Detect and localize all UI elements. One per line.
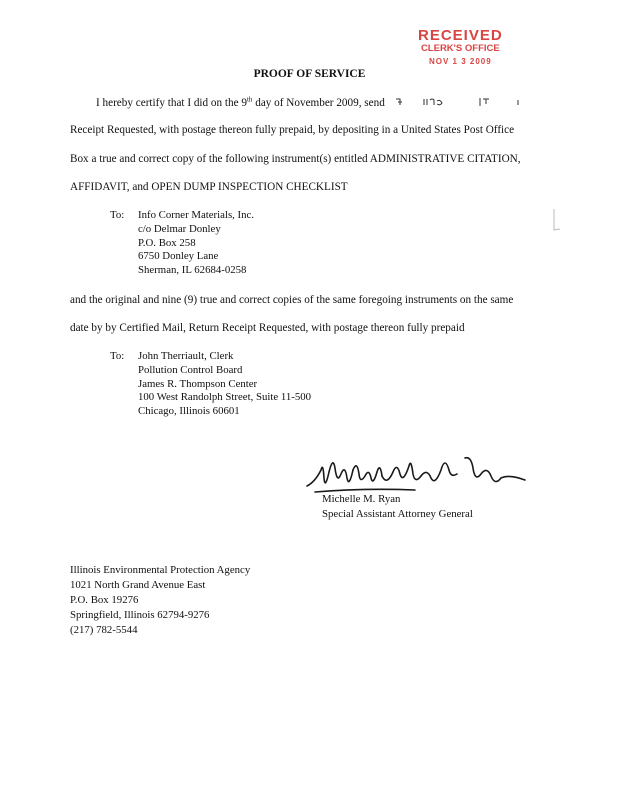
page-title: PROOF OF SERVICE	[253, 68, 366, 80]
para2-line2: date by by Certified Mail, Return Receipt Requested, with postage thereon fully prepaid	[70, 322, 465, 334]
received-stamp	[418, 28, 503, 64]
recipient2-line: 100 West Randolph Street, Suite 11-500	[138, 391, 312, 404]
recipient2-label: To:	[110, 350, 125, 362]
agency-line: Springfield, Illinois 62794-9276	[70, 609, 210, 621]
margin-mark-icon	[551, 208, 561, 232]
recipient2-line: Chicago, Illinois 60601	[138, 405, 240, 418]
para1-line1-sup: th	[246, 95, 253, 104]
recipient1-line: Sherman, IL 62684-0258	[138, 264, 247, 277]
para1-line1-end: day of November 2009, send	[252, 97, 385, 109]
recipient1-address	[138, 209, 254, 278]
para1-line3: Box a true and correct copy of the following instrument(s) entitled ADMINISTRATIVE CITATION,	[70, 153, 521, 165]
para1-line1-start: I hereby certify that I did on the 9	[96, 97, 247, 109]
recipient2-line: Pollution Control Board	[138, 363, 243, 376]
recipient1-line: 6750 Donley Lane	[138, 250, 219, 263]
recipient1-line: P.O. Box 258	[138, 236, 196, 249]
para2-line1: and the original and nine (9) true and correct copies of the same foregoing instruments on the same	[70, 294, 514, 306]
recipient1-line: c/o Delmar Donley	[138, 222, 221, 235]
para1-line4: AFFIDAVIT, and OPEN DUMP INSPECTION CHECKLIST	[70, 181, 348, 193]
agency-line: P.O. Box 19276	[70, 594, 139, 606]
agency-line: Illinois Environmental Protection Agency	[70, 564, 251, 576]
signer-name: Michelle M. Ryan	[322, 493, 401, 505]
stamp-subtitle: CLERK'S OFFICE	[420, 43, 500, 54]
signer-title: Special Assistant Attorney General	[322, 508, 473, 520]
para1-line2: Receipt Requested, with postage thereon fully prepaid, by depositing in a United States Post Office	[70, 124, 515, 136]
agency-address	[70, 563, 250, 638]
recipient2-line: James R. Thompson Center	[138, 377, 258, 390]
agency-line: 1021 North Grand Avenue East	[70, 579, 206, 591]
illegible-scribble-icon	[394, 96, 524, 108]
handwritten-signature	[305, 448, 535, 498]
stamp-title: RECEIVED	[418, 27, 503, 44]
recipient1-label: To:	[110, 209, 125, 221]
recipient1-line: Info Corner Materials, Inc.	[138, 209, 255, 221]
agency-line: (217) 782-5544	[70, 624, 138, 636]
stamp-date: NOV 1 3 2009	[428, 57, 492, 64]
recipient2-address	[138, 350, 311, 419]
para1-line1	[96, 96, 524, 109]
recipient2-line: John Therriault, Clerk	[138, 350, 234, 362]
